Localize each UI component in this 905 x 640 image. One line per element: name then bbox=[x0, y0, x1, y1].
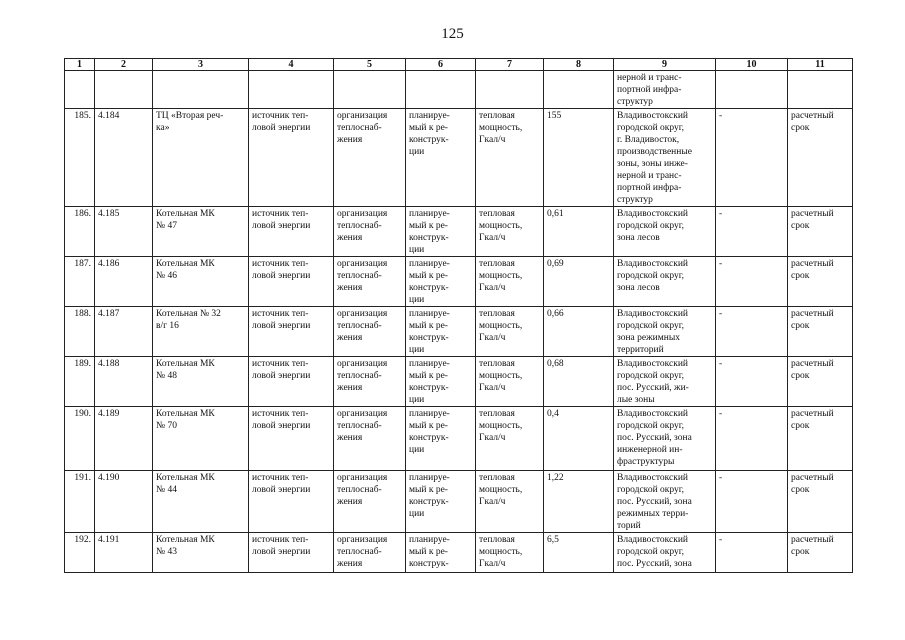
cell-col-1: 192. bbox=[65, 533, 95, 573]
cell-col-2: 4.190 bbox=[95, 471, 153, 533]
table-row bbox=[65, 533, 853, 573]
cell-col-5: организация теплоснаб- жения bbox=[334, 109, 406, 207]
cell-col-3: Котельная МК № 48 bbox=[153, 357, 249, 407]
header-row bbox=[65, 59, 853, 71]
cell-col-7: тепловая мощность, Гкал/ч bbox=[476, 257, 544, 307]
table-row bbox=[65, 207, 853, 257]
cell-col-2: 4.189 bbox=[95, 407, 153, 471]
cell-col-11: расчетный срок bbox=[788, 407, 853, 471]
cell-col-5: организация теплоснаб- жения bbox=[334, 533, 406, 573]
cell-col-1: 187. bbox=[65, 257, 95, 307]
table-row bbox=[65, 357, 853, 407]
cell-col-4: источник теп- ловой энергии bbox=[249, 307, 334, 357]
cell-col-11: расчетный срок bbox=[788, 207, 853, 257]
cell-col-5: организация теплоснаб- жения bbox=[334, 407, 406, 471]
cell-col-1: 191. bbox=[65, 471, 95, 533]
cell-col-7: тепловая мощность, Гкал/ч bbox=[476, 471, 544, 533]
cell-col-5: организация теплоснаб- жения bbox=[334, 471, 406, 533]
cell-col-11: расчетный срок bbox=[788, 357, 853, 407]
cell-col-2: 4.185 bbox=[95, 207, 153, 257]
column-header-4: 4 bbox=[249, 59, 334, 71]
cell-col-6: планируе- мый к ре- конструк- ции bbox=[406, 109, 476, 207]
table-row bbox=[65, 471, 853, 533]
table-row bbox=[65, 407, 853, 471]
cell-col-11 bbox=[788, 71, 853, 109]
cell-col-10: - bbox=[716, 407, 788, 471]
cell-col-9: Владивостокский городской округ, г. Владивосток, производственные зоны, зоны инже- нерной и транс- портной инфра- структур bbox=[614, 109, 716, 207]
cell-col-6 bbox=[406, 71, 476, 109]
cell-col-8: 0,69 bbox=[544, 257, 614, 307]
cell-col-5 bbox=[334, 71, 406, 109]
column-header-6: 6 bbox=[406, 59, 476, 71]
cell-col-7: тепловая мощность, Гкал/ч bbox=[476, 533, 544, 573]
cell-col-6: планируе- мый к ре- конструк- ции bbox=[406, 357, 476, 407]
cell-col-8: 6,5 bbox=[544, 533, 614, 573]
column-header-3: 3 bbox=[153, 59, 249, 71]
cell-col-4: источник теп- ловой энергии bbox=[249, 257, 334, 307]
table-row bbox=[65, 307, 853, 357]
cell-col-3: Котельная МК № 44 bbox=[153, 471, 249, 533]
cell-col-8: 0,61 bbox=[544, 207, 614, 257]
cell-col-9: Владивостокский городской округ, пос. Русский, зона bbox=[614, 533, 716, 573]
cell-col-10: - bbox=[716, 357, 788, 407]
cell-col-10: - bbox=[716, 257, 788, 307]
cell-col-2: 4.184 bbox=[95, 109, 153, 207]
cell-col-6: планируе- мый к ре- конструк- ции bbox=[406, 307, 476, 357]
cell-col-9: Владивостокский городской округ, пос. Русский, жи- лые зоны bbox=[614, 357, 716, 407]
cell-col-1: 186. bbox=[65, 207, 95, 257]
cell-col-2: 4.191 bbox=[95, 533, 153, 573]
table-row bbox=[65, 257, 853, 307]
cell-col-3: Котельная МК № 43 bbox=[153, 533, 249, 573]
cell-col-8: 0,68 bbox=[544, 357, 614, 407]
cell-col-7: тепловая мощность, Гкал/ч bbox=[476, 109, 544, 207]
column-header-11: 11 bbox=[788, 59, 853, 71]
cell-col-4: источник теп- ловой энергии bbox=[249, 207, 334, 257]
cell-col-4: источник теп- ловой энергии bbox=[249, 407, 334, 471]
cell-col-9: Владивостокский городской округ, пос. Русский, зона режимных терри- торий bbox=[614, 471, 716, 533]
cell-col-9: Владивостокский городской округ, пос. Русский, зона инженерной ин- фраструктуры bbox=[614, 407, 716, 471]
cell-col-10: - bbox=[716, 207, 788, 257]
cell-col-6: планируе- мый к ре- конструк- ции bbox=[406, 207, 476, 257]
cell-col-9: Владивостокский городской округ, зона режимных территорий bbox=[614, 307, 716, 357]
cell-col-4 bbox=[249, 71, 334, 109]
cell-col-9: Владивостокский городской округ, зона лесов bbox=[614, 257, 716, 307]
cell-col-11: расчетный срок bbox=[788, 471, 853, 533]
column-header-10: 10 bbox=[716, 59, 788, 71]
column-header-2: 2 bbox=[95, 59, 153, 71]
cell-col-8: 0,66 bbox=[544, 307, 614, 357]
cell-col-10: - bbox=[716, 307, 788, 357]
cell-col-2: 4.187 bbox=[95, 307, 153, 357]
cell-col-7 bbox=[476, 71, 544, 109]
cell-col-10: - bbox=[716, 471, 788, 533]
cell-col-4: источник теп- ловой энергии bbox=[249, 471, 334, 533]
cell-col-11: расчетный срок bbox=[788, 109, 853, 207]
cell-col-11: расчетный срок bbox=[788, 307, 853, 357]
cell-col-8: 1,22 bbox=[544, 471, 614, 533]
column-header-9: 9 bbox=[614, 59, 716, 71]
cell-col-10: - bbox=[716, 109, 788, 207]
cell-col-1: 188. bbox=[65, 307, 95, 357]
continuation-row bbox=[65, 71, 853, 109]
facilities-table bbox=[64, 58, 853, 573]
cell-col-2: 4.186 bbox=[95, 257, 153, 307]
cell-col-4: источник теп- ловой энергии bbox=[249, 109, 334, 207]
cell-col-3: Котельная № 32 в/г 16 bbox=[153, 307, 249, 357]
cell-col-8: 155 bbox=[544, 109, 614, 207]
cell-col-8 bbox=[544, 71, 614, 109]
column-header-8: 8 bbox=[544, 59, 614, 71]
cell-col-7: тепловая мощность, Гкал/ч bbox=[476, 407, 544, 471]
cell-col-7: тепловая мощность, Гкал/ч bbox=[476, 207, 544, 257]
cell-col-4: источник теп- ловой энергии bbox=[249, 533, 334, 573]
cell-col-6: планируе- мый к ре- конструк- ции bbox=[406, 471, 476, 533]
cell-col-11: расчетный срок bbox=[788, 257, 853, 307]
cell-col-7: тепловая мощность, Гкал/ч bbox=[476, 307, 544, 357]
cell-col-3: Котельная МК № 47 bbox=[153, 207, 249, 257]
cell-col-9: Владивостокский городской округ, зона лесов bbox=[614, 207, 716, 257]
column-header-5: 5 bbox=[334, 59, 406, 71]
cell-col-4: источник теп- ловой энергии bbox=[249, 357, 334, 407]
page-number: 125 bbox=[441, 26, 464, 42]
cell-col-5: организация теплоснаб- жения bbox=[334, 307, 406, 357]
cell-col-2: 4.188 bbox=[95, 357, 153, 407]
cell-col-3 bbox=[153, 71, 249, 109]
cell-col-3: Котельная МК № 70 bbox=[153, 407, 249, 471]
cell-col-2 bbox=[95, 71, 153, 109]
cell-col-1 bbox=[65, 71, 95, 109]
cell-col-10: - bbox=[716, 533, 788, 573]
cell-col-3: Котельная МК № 46 bbox=[153, 257, 249, 307]
cell-col-7: тепловая мощность, Гкал/ч bbox=[476, 357, 544, 407]
table-row bbox=[65, 109, 853, 207]
cell-col-6: планируе- мый к ре- конструк- ции bbox=[406, 407, 476, 471]
cell-col-5: организация теплоснаб- жения bbox=[334, 207, 406, 257]
cell-col-5: организация теплоснаб- жения bbox=[334, 257, 406, 307]
cell-col-8: 0,4 bbox=[544, 407, 614, 471]
cell-col-6: планируе- мый к ре- конструк- bbox=[406, 533, 476, 573]
cell-col-3: ТЦ «Вторая реч- ка» bbox=[153, 109, 249, 207]
cell-col-1: 185. bbox=[65, 109, 95, 207]
cell-col-10 bbox=[716, 71, 788, 109]
cell-col-6: планируе- мый к ре- конструк- ции bbox=[406, 257, 476, 307]
cell-col-9: нерной и транс- портной инфра- структур bbox=[614, 71, 716, 109]
cell-col-5: организация теплоснаб- жения bbox=[334, 357, 406, 407]
column-header-1: 1 bbox=[65, 59, 95, 71]
cell-col-11: расчетный срок bbox=[788, 533, 853, 573]
cell-col-1: 189. bbox=[65, 357, 95, 407]
cell-col-1: 190. bbox=[65, 407, 95, 471]
column-header-7: 7 bbox=[476, 59, 544, 71]
